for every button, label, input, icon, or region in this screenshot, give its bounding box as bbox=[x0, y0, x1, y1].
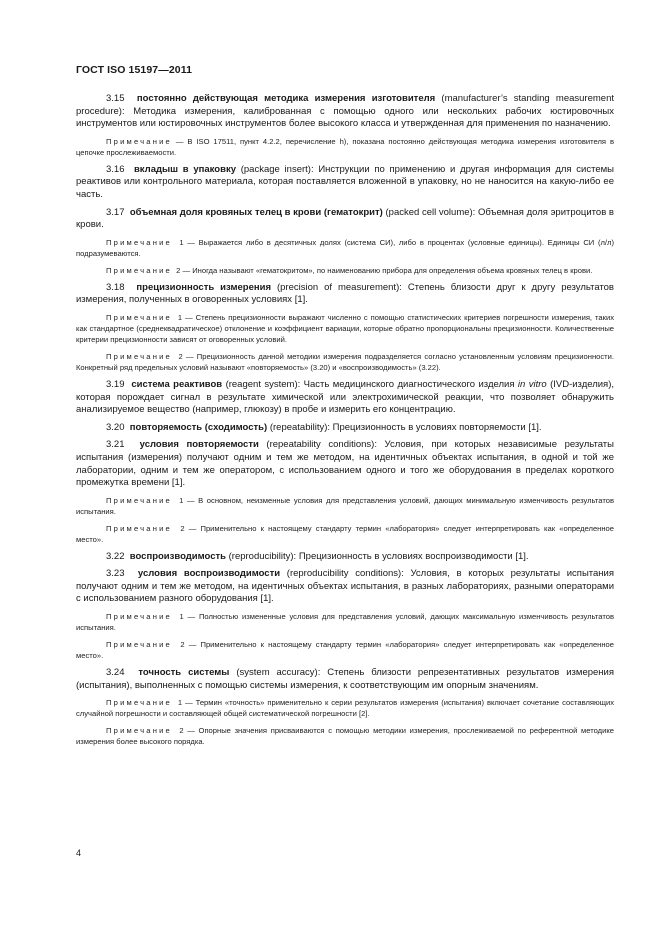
term-definition-3-24 bbox=[76, 667, 614, 692]
note bbox=[76, 265, 614, 276]
note-text: — Применительно к настоящему стандарту термин «лаборатория» следует интерпретировать как «определенное место». bbox=[76, 523, 614, 544]
note bbox=[76, 312, 614, 345]
note-text: — Опорные значения присваиваются с помощью методики измерения, прослеживаемой по референтной методике измерения более высокого порядка. bbox=[76, 726, 614, 747]
note bbox=[76, 495, 614, 517]
page-number: 4 bbox=[76, 848, 82, 858]
note-text: — Прецизионность данной методики измерения подразделяется согласно установленным условиям прецизионности. Конкретный ряд предельных условий называют «повторяемость» (3.20) и «воспроизводимость» (3.22). bbox=[76, 351, 614, 372]
term-definition-3-23 bbox=[76, 568, 614, 606]
note-label: Примечание bbox=[106, 237, 172, 247]
note bbox=[76, 725, 614, 747]
term-text: (precision of measurement): Степень близости друг к другу результатов измерения, полученных в оговоренных условиях [1]. bbox=[76, 281, 614, 306]
term-number: 3.16 bbox=[106, 163, 134, 175]
note-text: — Иногда называют «гематокритом», по наименованию прибора для определения объема кровяных телец в крови. bbox=[180, 265, 593, 275]
note-text: — Полностью измененные условия для представления условий, дающих максимальную изменчивость результатов испытания. bbox=[76, 612, 614, 633]
term-definition-3-20 bbox=[76, 422, 614, 435]
note-text: — Степень прецизионности выражают численно с помощью статистических критериев погрешности измерения, таких как стандартное (среднеквадратическое) отклонение и коэффициент вариации, которые обратно пропорциональны прецизионности. Количественные критерии прецизионности зависят от оговоренных условий. bbox=[76, 312, 614, 344]
term-name: условия повторяемости bbox=[139, 439, 259, 451]
term-number: 3.20 bbox=[106, 421, 130, 433]
term-text: (repeatability): Прецизионность в условиях повторяемости [1]. bbox=[267, 421, 542, 433]
note-text: — Выражается либо в десятичных долях (система СИ), либо в процентах (условные единицы). Единицы СИ (л/л) подразумеваются. bbox=[76, 237, 614, 258]
term-name: точность системы bbox=[138, 667, 230, 679]
term-name: объемная доля кровяных телец в крови (гематокрит) bbox=[129, 206, 383, 218]
term-name: повторяемость (сходимость) bbox=[129, 421, 268, 433]
term-name: условия воспроизводимости bbox=[137, 568, 281, 580]
document-page bbox=[76, 0, 614, 936]
term-number: 3.21 bbox=[106, 439, 140, 451]
note-label: Примечание bbox=[106, 136, 172, 146]
term-name: система реактивов bbox=[131, 378, 223, 390]
note-label: Примечание bbox=[106, 612, 172, 622]
term-definition-3-15 bbox=[76, 93, 614, 131]
term-text: (packed cell volume): Объемная доля эритроцитов в крови. bbox=[76, 206, 614, 231]
note-label: Примечание bbox=[106, 640, 172, 650]
note-label: Примечание bbox=[106, 523, 172, 533]
term-number: 3.22 bbox=[106, 550, 130, 562]
note-number: 1 bbox=[171, 698, 183, 708]
term-definition-3-22 bbox=[76, 551, 614, 564]
note-number: 1 bbox=[171, 312, 183, 322]
term-number: 3.19 bbox=[106, 378, 132, 390]
note bbox=[76, 237, 614, 259]
note-number: 2 bbox=[171, 351, 183, 361]
term-definition-3-18 bbox=[76, 282, 614, 307]
note-label: Примечание bbox=[106, 495, 172, 505]
term-text: (reproducibility conditions): Условия, в которых результаты испытания получают одним и тем же методом, на идентичных объектах испытания, в разных лабораториях, разными операторами с использованием разного оборудования [1]. bbox=[76, 568, 614, 605]
note bbox=[76, 611, 614, 633]
note-number: 2 bbox=[171, 640, 185, 650]
term-number: 3.18 bbox=[106, 281, 137, 293]
term-text: (package insert): Инструкции по применению и другая информация для системы реактивов или контрольного материала, которая поставляется вложенной в упаковку, но не наносится на какую-либо ее часть. bbox=[76, 163, 614, 200]
term-number: 3.24 bbox=[106, 667, 139, 679]
document-body bbox=[76, 93, 614, 753]
note-number: 1 bbox=[171, 237, 184, 247]
note-number: 2 bbox=[171, 265, 181, 275]
note-text: — В основном, неизменные условия для представления условий, дающих минимальную изменчивость результатов испытания. bbox=[76, 495, 615, 516]
note-label: Примечание bbox=[106, 726, 172, 736]
note-number: 2 bbox=[171, 523, 185, 533]
note bbox=[76, 523, 614, 545]
note-label: Примечание bbox=[106, 265, 172, 275]
document-header: ГОСТ ISO 15197—2011 bbox=[76, 64, 193, 76]
term-name: вкладыш в упаковку bbox=[133, 163, 236, 175]
term-name: постоянно действующая методика измерения изготовителя bbox=[136, 93, 436, 104]
note bbox=[76, 351, 614, 373]
term-number: 3.15 bbox=[106, 93, 137, 104]
note bbox=[76, 639, 614, 661]
term-definition-3-17 bbox=[76, 207, 614, 232]
note-label: Примечание bbox=[106, 351, 172, 361]
note-number: 1 bbox=[171, 495, 184, 505]
term-definition-3-21 bbox=[76, 439, 614, 489]
note-label: Примечание bbox=[106, 312, 172, 322]
term-definition-3-19 bbox=[76, 379, 614, 417]
term-text: (reagent system): Часть медицинского диагностического изделия in vitro (IVD-изделия), которая порождает сигнал в результате химической или электрохимической реакции, что позволяет обнаружить анализируемое вещество (например, глюкозу) в пробе и измерить его концентрацию. bbox=[76, 378, 615, 416]
term-text: (system accuracy): Степень близости репрезентативных результатов измерения (испытания), выполненных с помощью системы измерения, к соответствующим им опорным значениям. bbox=[76, 667, 614, 691]
term-name: прецизионность измерения bbox=[136, 281, 272, 293]
term-definition-3-16 bbox=[76, 164, 614, 202]
term-number: 3.23 bbox=[106, 568, 138, 580]
note-label: Примечание bbox=[106, 698, 172, 708]
note bbox=[76, 136, 614, 158]
term-text: (reproducibility): Прецизионность в условиях воспроизводимости [1]. bbox=[225, 550, 529, 562]
note-text: — Термин «точность» применительно к серии результатов измерения (испытания) включает сочетание составляющих случайной погрешности и составляющей общей систематической погрешности [2]. bbox=[76, 698, 614, 719]
note-number: 2 bbox=[171, 726, 184, 736]
note bbox=[76, 697, 614, 719]
term-text: (manufacturer’s standing measurement procedure): Методика измерения, калиброванная с помощью одного или нескольких рабочих юстировочных инструментов или юстировочных инструментов более высокого класса и утвержденная для применения по назначению. bbox=[76, 93, 614, 130]
term-name: воспроизводимость bbox=[129, 550, 226, 562]
note-text: — В ISO 17511, пункт 4.2.2, перечисление h), показана постоянно действующая методика измерения изготовителя в цепочке прослеживаемости. bbox=[76, 136, 614, 157]
note-number: 1 bbox=[171, 612, 184, 622]
term-text: (repeatability conditions): Условия, при которых независимые результаты испытания (измерения) получают одним и тем же методом, на идентичных объектах испытания, в одной и той же лаборатории, одним и тем же оператором, с использованием одного и того же оборудования в пределах короткого промежутка времени [1]. bbox=[76, 439, 614, 489]
note-text: — Применительно к настоящему стандарту термин «лаборатория» следует интерпретировать как «определенное место». bbox=[76, 640, 614, 661]
term-number: 3.17 bbox=[106, 206, 130, 218]
